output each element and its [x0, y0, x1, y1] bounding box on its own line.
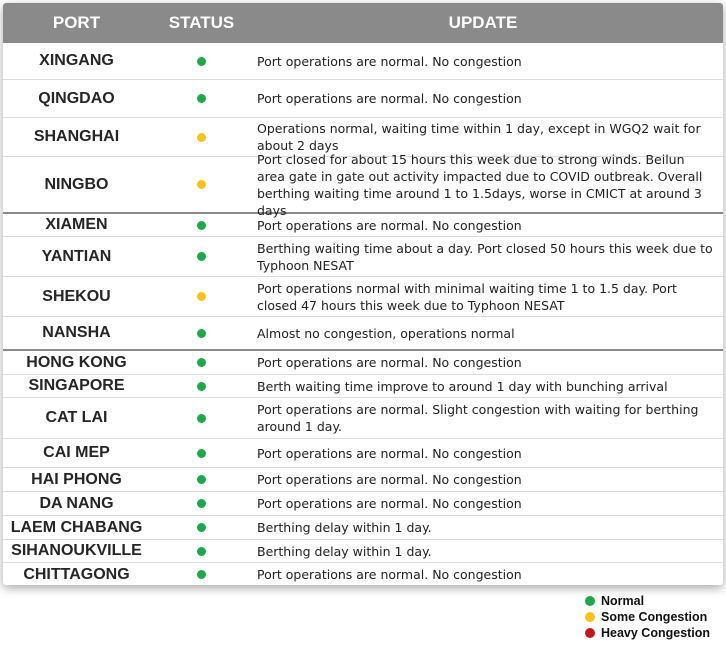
table-header — [3, 3, 723, 43]
status-cell — [150, 547, 253, 556]
port-update: Port operations are normal. No congestion — [257, 472, 522, 487]
table-row — [3, 43, 723, 80]
port-name: QINGDAO — [38, 89, 115, 107]
header-port: PORT — [52, 13, 101, 32]
status-cell — [150, 94, 253, 103]
port-update: Port operations are normal. No congestion — [257, 567, 522, 582]
table-row — [3, 351, 723, 375]
port-name: DA NANG — [39, 494, 114, 512]
status-cell — [150, 358, 253, 367]
status-dot-icon — [197, 449, 206, 458]
port-name: SINGAPORE — [28, 377, 125, 394]
table-row — [3, 492, 723, 516]
status-cell — [150, 475, 253, 484]
table-body — [3, 43, 723, 585]
legend-dot-icon — [585, 612, 595, 622]
port-update: Port operations are normal. Slight congestion with waiting for berthing around 1 day. — [257, 402, 699, 434]
port-update: Port closed for about 15 hours this week due to strong winds. Beilun area gate in gate out activity impacted due to COVID outbreak. Overall berthing waiting time around 1 to 1.5days, worse in CMICT at around 3 days — [257, 151, 703, 218]
port-status-table — [3, 3, 723, 585]
port-name: HONG KONG — [26, 353, 127, 371]
status-dot-icon — [197, 382, 206, 391]
status-dot-icon — [197, 133, 206, 142]
header-update: UPDATE — [448, 13, 518, 32]
port-update: Berth waiting time improve to around 1 day with bunching arrival — [257, 378, 668, 394]
status-dot-icon — [197, 523, 206, 532]
table-row — [3, 237, 723, 277]
port-name: SHEKOU — [42, 287, 111, 305]
port-name: CAT LAI — [45, 409, 108, 426]
port-update: Almost no congestion, operations normal — [257, 325, 515, 341]
status-dot-icon — [197, 252, 206, 261]
legend-item — [585, 593, 710, 609]
legend-label: Normal — [601, 594, 645, 608]
table-row — [3, 439, 723, 468]
table-row — [3, 540, 723, 563]
status-dot-icon — [197, 57, 206, 66]
status-dot-icon — [197, 221, 206, 230]
status-cell — [150, 252, 253, 261]
table-row — [3, 317, 723, 351]
port-name: SIHANOUKVILLE — [11, 542, 142, 559]
legend-dot-icon — [585, 628, 595, 638]
table-row — [3, 398, 723, 439]
port-name: NANSHA — [42, 324, 111, 341]
status-legend — [585, 593, 710, 641]
legend-label: Heavy Congestion — [601, 626, 711, 640]
port-name: SHANGHAI — [33, 128, 120, 145]
table-row — [3, 468, 723, 492]
status-dot-icon — [197, 292, 206, 301]
port-name: NINGBO — [44, 175, 109, 193]
port-update: Port operations are normal. No congestion — [257, 217, 522, 233]
port-update: Port operations are normal. No congestion — [257, 496, 522, 511]
port-name: HAI PHONG — [31, 470, 122, 488]
status-cell — [150, 382, 253, 391]
status-cell — [150, 180, 253, 189]
status-cell — [150, 414, 253, 423]
legend-item — [585, 609, 710, 625]
table-row — [3, 563, 723, 585]
status-cell — [150, 449, 253, 458]
legend-label: Some Congestion — [601, 610, 708, 624]
status-dot-icon — [197, 358, 206, 367]
status-dot-icon — [197, 180, 206, 189]
port-name: XIAMEN — [45, 216, 108, 233]
table-row — [3, 214, 723, 237]
legend-dot-icon — [585, 596, 595, 606]
port-name: YANTIAN — [41, 247, 112, 265]
status-cell — [150, 292, 253, 301]
port-name: XINGANG — [39, 52, 114, 69]
status-cell — [150, 499, 253, 508]
port-update: Operations normal, waiting time within 1 day, except in WGQ2 wait for about 2 days — [257, 121, 701, 153]
port-update: Port operations are normal. No congestion — [257, 445, 522, 461]
table-row — [3, 516, 723, 540]
status-cell — [150, 133, 253, 142]
port-update: Berthing delay within 1 day. — [257, 520, 432, 535]
port-update: Port operations are normal. No congestion — [257, 53, 522, 69]
port-name: CHITTAGONG — [23, 565, 130, 583]
status-cell — [150, 570, 253, 579]
table-row — [3, 277, 723, 317]
header-status: STATUS — [168, 13, 235, 32]
status-dot-icon — [197, 570, 206, 579]
status-cell — [150, 329, 253, 338]
port-update: Berthing delay within 1 day. — [257, 543, 432, 559]
status-cell — [150, 57, 253, 66]
port-name: LAEM CHABANG — [10, 518, 143, 536]
table-row — [3, 80, 723, 118]
status-dot-icon — [197, 499, 206, 508]
status-dot-icon — [197, 475, 206, 484]
status-dot-icon — [197, 94, 206, 103]
port-update: Port operations are normal. No congestion — [257, 355, 522, 370]
port-name: CAI MEP — [43, 444, 110, 461]
table-row — [3, 151, 723, 218]
status-cell — [150, 221, 253, 230]
port-update: Port operations normal with minimal waiting time 1 to 1.5 day. Port closed 47 hours this week due to Typhoon NESAT — [257, 280, 677, 313]
status-dot-icon — [197, 414, 206, 423]
status-dot-icon — [197, 329, 206, 338]
status-cell — [150, 523, 253, 532]
port-update: Berthing waiting time about a day. Port closed 50 hours this week due to Typhoon NESAT — [257, 240, 713, 273]
table-row — [3, 375, 723, 398]
port-update: Port operations are normal. No congestion — [257, 91, 522, 106]
legend-item — [585, 625, 710, 641]
status-dot-icon — [197, 547, 206, 556]
